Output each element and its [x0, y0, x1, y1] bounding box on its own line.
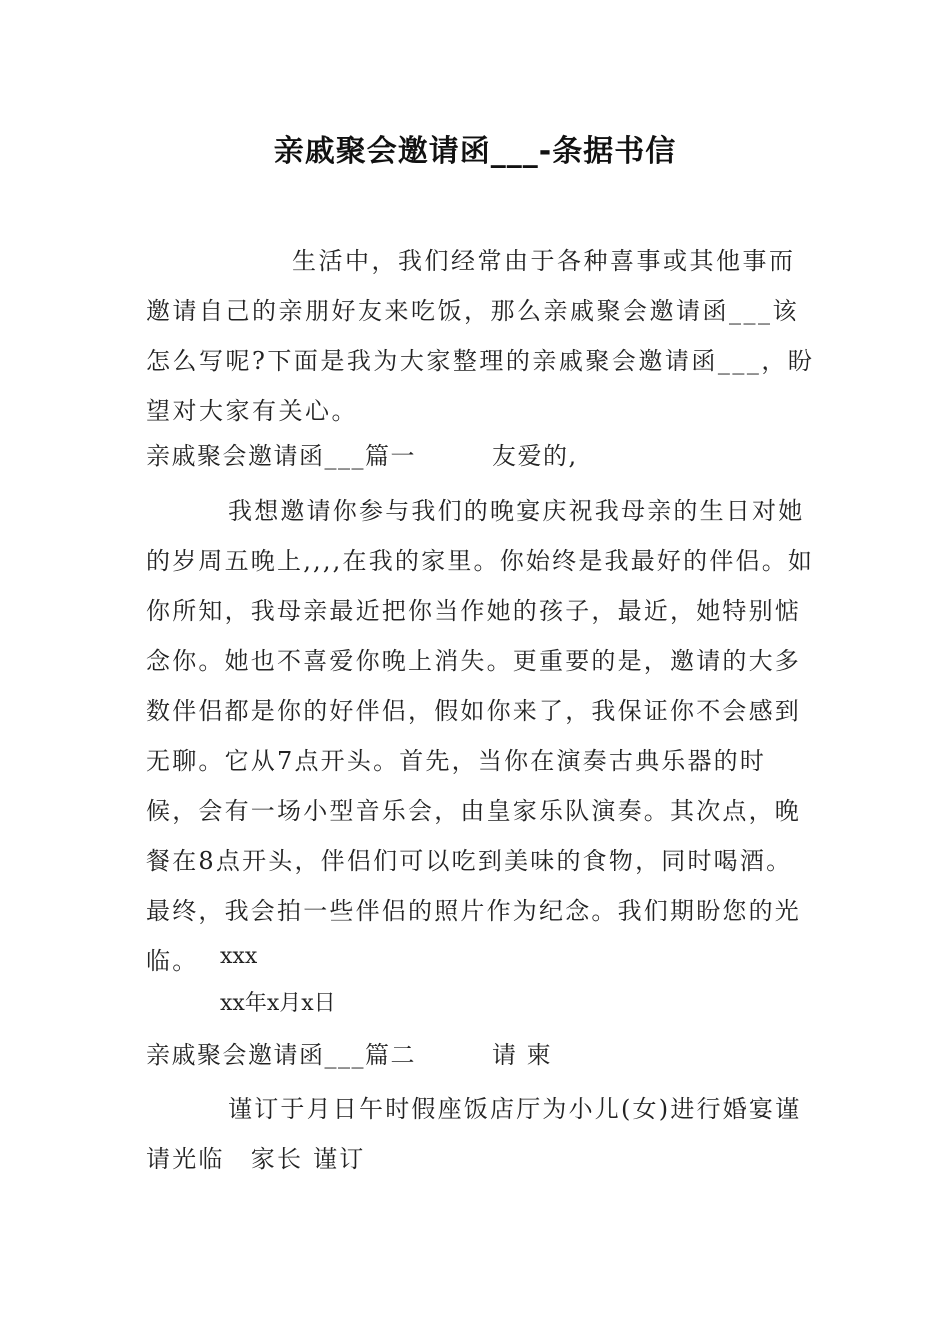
section-one-body: 我想邀请你参与我们的晚宴庆祝我母亲的生日对她的岁周五晚上,,,,在我的家里。你始终是我最好的伴侣。如你所知，我母亲最近把你当作她的孩子，最近，她特别惦念你。她也不喜爱你晚上消失。更重要的是，邀请的大多数伴侣都是你的好伴侣，假如你来了，我保证你不会感到无聊。它从7点开头。首先，当你在演奏古典乐器的时候，会有一场小型音乐会，由皇家乐队演奏。其次点，晚餐在8点开头，伴侣们可以吃到美味的食物，同时喝酒。最终，我会拍一些伴侣的照片作为纪念。我们期盼您的光临。: [146, 497, 815, 975]
section-two-body: 谨订于月日午时假座饭店厅为小儿(女)进行婚宴谨请光临 家长 谨订: [146, 1095, 802, 1173]
section-one-heading: 亲戚聚会邀请函___篇一: [146, 442, 416, 470]
section-two-heading: 亲戚聚会邀请函___篇二: [146, 1041, 416, 1069]
section-one-date: xx年x月x日: [220, 991, 336, 1016]
section-one-heading-row: [146, 438, 578, 474]
section-two-heading-row: [146, 1037, 553, 1073]
section-two-greeting: 请 柬: [492, 1041, 553, 1069]
document-title: 亲戚聚会邀请函___-条据书信: [273, 134, 677, 169]
section-one-signer: xxx: [220, 944, 258, 969]
intro-paragraph: 生活中，我们经常由于各种喜事或其他事而邀请自己的亲朋好友来吃饭，那么亲戚聚会邀请函___该怎么写呢?下面是我为大家整理的亲戚聚会邀请函___，盼望对大家有关心。: [146, 247, 815, 425]
section-one-greeting: 友爱的,: [492, 442, 578, 470]
